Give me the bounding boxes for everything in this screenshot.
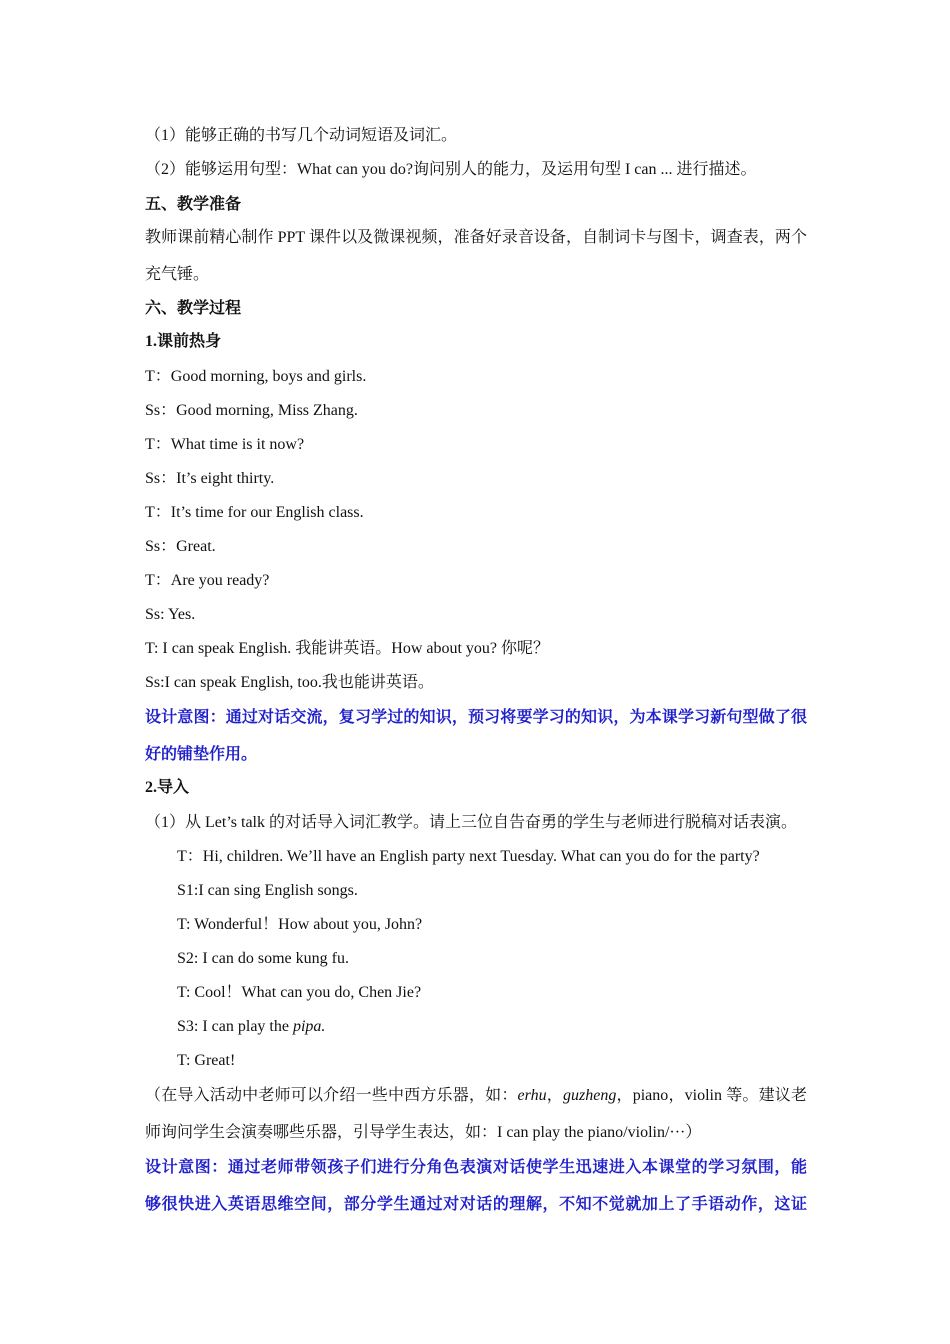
dialogue-line: Ss:I can speak English, too.我也能讲英语。 — [145, 674, 434, 691]
dialogue-line: T：What time is it now? — [145, 436, 305, 453]
lead-in-note-line-2: 师询问学生会演奏哪些乐器，引导学生表达，如：I can play the piano/violin/···） — [145, 1124, 702, 1141]
dialogue-line-s3 — [177, 1016, 325, 1038]
erhu-word: erhu — [517, 1087, 547, 1104]
dialogue-line: Ss：It’s eight thirty. — [145, 470, 275, 487]
subheading-lead-in: 2.导入 — [145, 779, 190, 796]
dialogue-line: S2: I can do some kung fu. — [177, 950, 349, 967]
dialogue-line: Ss：Great. — [145, 538, 216, 555]
s3-text: S3: I can play the — [177, 1018, 293, 1035]
dialogue-line: T: Cool！What can you do, Chen Jie? — [177, 984, 422, 1001]
note-text: （在导入活动中老师可以介绍一些中西方乐器，如： — [145, 1087, 518, 1104]
note-text: ，piano，violin 等。建议老 — [616, 1087, 807, 1104]
dialogue-line: Ss：Good morning, Miss Zhang. — [145, 402, 358, 419]
section-heading-preparation: 五、教学准备 — [145, 196, 242, 213]
design-intent-lead-in-line-2: 够很快进入英语思维空间，部分学生通过对对话的理解，不知不觉就加上了手语动作，这证 — [145, 1196, 807, 1213]
section-heading-process: 六、教学过程 — [145, 300, 242, 317]
objective-2: （2）能够运用句型：What can you do?询问别人的能力，及运用句型 I can ... 进行描述。 — [145, 161, 757, 178]
dialogue-line: T：Are you ready? — [145, 572, 270, 589]
note-comma: ， — [546, 1087, 563, 1104]
design-intent-warmup-line-1: 设计意图：通过对话交流，复习学过的知识，预习将要学习的知识，为本课学习新句型做了很 — [145, 709, 807, 726]
design-intent-warmup-line-2: 好的铺垫作用。 — [145, 746, 258, 763]
preparation-text-line-2: 充气锤。 — [145, 266, 210, 283]
subheading-warmup: 1.课前热身 — [145, 333, 222, 350]
dialogue-line: T：It’s time for our English class. — [145, 504, 364, 521]
lead-in-note-line-1 — [145, 1085, 807, 1107]
design-intent-lead-in-line-1: 设计意图：通过老师带领孩子们进行分角色表演对话使学生迅速进入本课堂的学习氛围，能 — [145, 1159, 807, 1176]
dialogue-line: T：Hi, children. We’ll have an English party next Tuesday. What can you do for the party? — [177, 848, 760, 865]
objective-1: （1）能够正确的书写几个动词短语及词汇。 — [145, 127, 458, 144]
dialogue-line: T: Great! — [177, 1052, 236, 1069]
dialogue-line: T: I can speak English. 我能讲英语。How about you? 你呢？ — [145, 640, 550, 657]
dialogue-line: S1:I can sing English songs. — [177, 882, 358, 899]
dialogue-line: T：Good morning, boys and girls. — [145, 368, 367, 385]
dialogue-line: T: Wonderful！How about you, John? — [177, 916, 423, 933]
preparation-text-line-1: 教师课前精心制作 PPT 课件以及微课视频，准备好录音设备，自制词卡与图卡，调查表，两个 — [145, 229, 807, 246]
guzheng-word: guzheng — [563, 1087, 617, 1104]
dialogue-line: Ss: Yes. — [145, 606, 196, 623]
pipa-word: pipa. — [292, 1018, 326, 1035]
lead-in-intro: （1）从 Let’s talk 的对话导入词汇教学。请上三位自告奋勇的学生与老师进行脱稿对话表演。 — [145, 814, 797, 831]
